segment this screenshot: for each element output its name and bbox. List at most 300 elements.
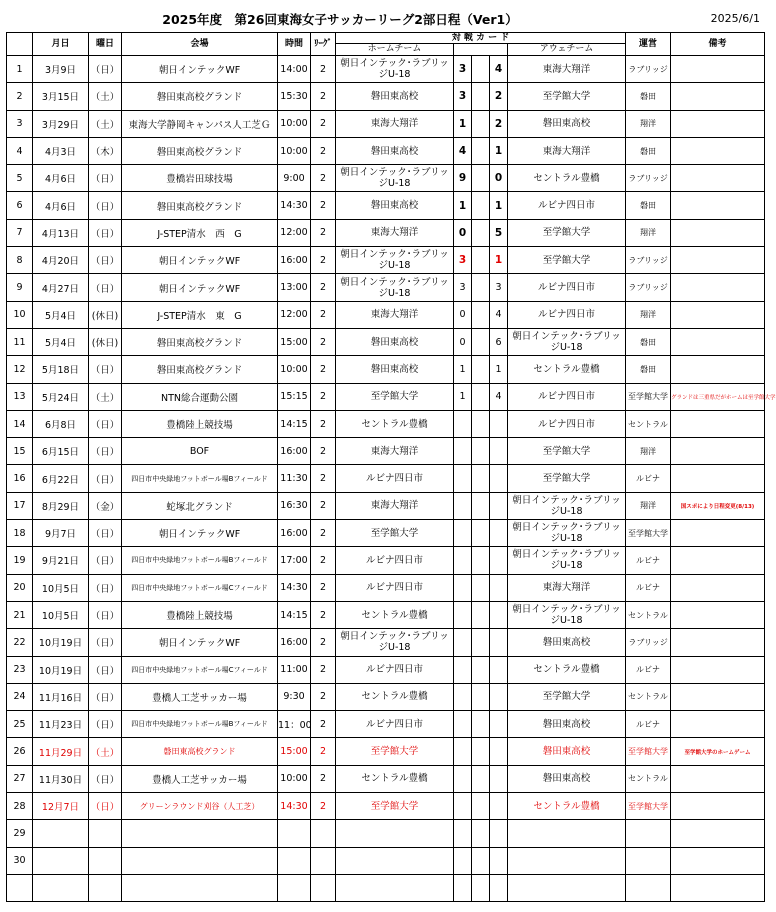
table-row (7, 356, 765, 383)
cell-operation: セントラル (626, 765, 671, 792)
cell-home-team: 東海大翔洋 (336, 438, 454, 465)
cell-home-team: 東海大翔洋 (336, 110, 454, 137)
cell-operation: ラブリッジ (626, 629, 671, 656)
cell-score-sep (472, 765, 490, 792)
cell-away-team: 磐田東高校 (508, 765, 626, 792)
cell-operation (626, 874, 671, 901)
cell-away-score (490, 465, 508, 492)
cell-home-score: 3 (454, 274, 472, 301)
cell-weekday: （日） (89, 765, 122, 792)
cell-league: 2 (311, 83, 336, 110)
cell-away-score (490, 601, 508, 628)
cell-date: 6月15日 (33, 438, 89, 465)
table-row (7, 410, 765, 437)
cell-home-score (454, 820, 472, 847)
cell-away-score: 4 (490, 301, 508, 328)
cell-away-score: 4 (490, 56, 508, 83)
cell-away-team: 磐田東高校 (508, 629, 626, 656)
cell-home-team: セントラル豊橋 (336, 410, 454, 437)
cell-league: 2 (311, 629, 336, 656)
cell-weekday: （金） (89, 492, 122, 519)
cell-score-sep (472, 137, 490, 164)
cell-venue: 四日市中央緑地フットボール場Bフィールド (122, 711, 278, 738)
cell-operation: 磐田 (626, 328, 671, 355)
cell-time: 11:00 (278, 656, 311, 683)
cell-away-team: 至学館大学 (508, 247, 626, 274)
cell-score-sep (472, 274, 490, 301)
cell-time: 16:00 (278, 438, 311, 465)
cell-away-team: 至学館大学 (508, 219, 626, 246)
cell-away-score (490, 874, 508, 901)
cell-league: 2 (311, 765, 336, 792)
cell-away-team: ルビナ四日市 (508, 410, 626, 437)
table-row (7, 847, 765, 874)
cell-away-team: 磐田東高校 (508, 711, 626, 738)
cell-score-sep (472, 547, 490, 574)
cell-venue: 四日市中央緑地フットボール場Cフィールド (122, 656, 278, 683)
cell-weekday: （日） (89, 520, 122, 547)
cell-away-team: ルビナ四日市 (508, 192, 626, 219)
header-venue: 会場 (122, 33, 278, 56)
cell-venue: J-STEP清水 東 G (122, 301, 278, 328)
cell-venue: 朝日インテックWF (122, 274, 278, 301)
table-row (7, 165, 765, 192)
cell-time: 14:30 (278, 192, 311, 219)
cell-date: 11月16日 (33, 683, 89, 710)
cell-home-team: 磐田東高校 (336, 137, 454, 164)
cell-no: 15 (7, 438, 33, 465)
cell-no: 10 (7, 301, 33, 328)
cell-time: 16:30 (278, 492, 311, 519)
cell-away-score (490, 765, 508, 792)
cell-no: 6 (7, 192, 33, 219)
cell-weekday: (休日) (89, 301, 122, 328)
cell-operation: ラブリッジ (626, 274, 671, 301)
cell-score-sep (472, 247, 490, 274)
cell-score-sep (472, 301, 490, 328)
cell-home-team: 朝日インテック･ラブリッジU-18 (336, 247, 454, 274)
cell-operation: 翔洋 (626, 301, 671, 328)
cell-score-sep (472, 793, 490, 820)
cell-date (33, 820, 89, 847)
cell-home-score: 9 (454, 165, 472, 192)
cell-venue: 磐田東高校グランド (122, 83, 278, 110)
cell-home-score (454, 683, 472, 710)
cell-no: 29 (7, 820, 33, 847)
cell-weekday: （日） (89, 683, 122, 710)
cell-no: 17 (7, 492, 33, 519)
cell-away-team: セントラル豊橋 (508, 656, 626, 683)
cell-time: 12:00 (278, 301, 311, 328)
cell-remarks (671, 656, 765, 683)
table-row (7, 492, 765, 519)
cell-date: 4月27日 (33, 274, 89, 301)
cell-remarks (671, 56, 765, 83)
cell-operation: ラブリッジ (626, 165, 671, 192)
cell-weekday: （日） (89, 574, 122, 601)
cell-operation: 至学館大学 (626, 793, 671, 820)
cell-no: 21 (7, 601, 33, 628)
cell-score-sep (472, 465, 490, 492)
cell-weekday: （日） (89, 56, 122, 83)
cell-league: 2 (311, 547, 336, 574)
cell-remarks (671, 874, 765, 901)
cell-score-sep (472, 601, 490, 628)
cell-time: 14:30 (278, 574, 311, 601)
table-row (7, 137, 765, 164)
cell-time (278, 847, 311, 874)
cell-date: 3月9日 (33, 56, 89, 83)
cell-date: 10月19日 (33, 656, 89, 683)
cell-remarks (671, 520, 765, 547)
header-weekday: 曜日 (89, 33, 122, 56)
cell-remarks (671, 547, 765, 574)
cell-no: 8 (7, 247, 33, 274)
cell-away-team: 至学館大学 (508, 683, 626, 710)
cell-venue: 磐田東高校グランド (122, 738, 278, 765)
cell-home-team: ルビナ四日市 (336, 656, 454, 683)
cell-no: 5 (7, 165, 33, 192)
table-row (7, 328, 765, 355)
cell-time: 11:30 (278, 465, 311, 492)
cell-home-score (454, 465, 472, 492)
cell-home-score: 0 (454, 219, 472, 246)
cell-home-team: 至学館大学 (336, 738, 454, 765)
cell-operation: 磐田 (626, 356, 671, 383)
table-row (7, 520, 765, 547)
cell-venue: 朝日インテックWF (122, 247, 278, 274)
cell-league: 2 (311, 656, 336, 683)
cell-home-team: ルビナ四日市 (336, 711, 454, 738)
header-time: 時間 (278, 33, 311, 56)
cell-date: 4月6日 (33, 165, 89, 192)
cell-remarks: 国スポにより日程変更(8/13) (671, 492, 765, 519)
cell-operation: 磐田 (626, 192, 671, 219)
cell-remarks (671, 683, 765, 710)
cell-venue: J-STEP清水 西 G (122, 219, 278, 246)
cell-away-team: ルビナ四日市 (508, 274, 626, 301)
table-row (7, 219, 765, 246)
cell-operation: 翔洋 (626, 438, 671, 465)
cell-remarks (671, 629, 765, 656)
cell-venue (122, 820, 278, 847)
cell-remarks (671, 438, 765, 465)
header-match-card: 対 戦 カ ー ド (336, 33, 626, 44)
cell-no: 24 (7, 683, 33, 710)
cell-home-team: セントラル豊橋 (336, 601, 454, 628)
cell-operation: セントラル (626, 683, 671, 710)
cell-home-team: ルビナ四日市 (336, 465, 454, 492)
cell-home-score: 3 (454, 247, 472, 274)
cell-away-score: 1 (490, 247, 508, 274)
table-row (7, 874, 765, 901)
cell-away-team (508, 847, 626, 874)
cell-away-team: セントラル豊橋 (508, 793, 626, 820)
cell-operation: 翔洋 (626, 110, 671, 137)
cell-date: 5月4日 (33, 301, 89, 328)
cell-league: 2 (311, 247, 336, 274)
cell-date: 11月29日 (33, 738, 89, 765)
cell-date: 10月19日 (33, 629, 89, 656)
cell-weekday (89, 847, 122, 874)
cell-remarks (671, 192, 765, 219)
table-row (7, 820, 765, 847)
cell-league: 2 (311, 165, 336, 192)
cell-home-team: ルビナ四日市 (336, 547, 454, 574)
cell-venue: BOF (122, 438, 278, 465)
cell-weekday: （土） (89, 738, 122, 765)
cell-home-team: 磐田東高校 (336, 356, 454, 383)
cell-away-score (490, 629, 508, 656)
cell-weekday: （日） (89, 793, 122, 820)
cell-operation: 至学館大学 (626, 520, 671, 547)
cell-home-team: ルビナ四日市 (336, 574, 454, 601)
cell-date: 5月24日 (33, 383, 89, 410)
cell-score-sep (472, 383, 490, 410)
cell-operation: 至学館大学 (626, 383, 671, 410)
cell-no: 11 (7, 328, 33, 355)
cell-operation: 磐田 (626, 83, 671, 110)
cell-time: 10:00 (278, 765, 311, 792)
cell-league (311, 874, 336, 901)
cell-home-score: 4 (454, 137, 472, 164)
header-home: ホームチーム (336, 44, 454, 56)
cell-no: 22 (7, 629, 33, 656)
cell-remarks (671, 83, 765, 110)
cell-away-team: 至学館大学 (508, 465, 626, 492)
cell-remarks: 至学館大学のホームゲーム (671, 738, 765, 765)
cell-remarks (671, 847, 765, 874)
header-league: ﾘｰｸﾞ (311, 33, 336, 56)
cell-no: 28 (7, 793, 33, 820)
cell-away-score: 0 (490, 165, 508, 192)
cell-away-team: 磐田東高校 (508, 110, 626, 137)
cell-score-sep (472, 629, 490, 656)
cell-home-score: 1 (454, 383, 472, 410)
cell-away-team: ルビナ四日市 (508, 383, 626, 410)
cell-away-score (490, 520, 508, 547)
cell-away-score: 4 (490, 383, 508, 410)
cell-away-team: 朝日インテック･ラブリッジU-18 (508, 328, 626, 355)
cell-remarks: グランドは三重県だがホームは至学館大学 (671, 383, 765, 410)
cell-away-team: 朝日インテック･ラブリッジU-18 (508, 547, 626, 574)
cell-time: 17:00 (278, 547, 311, 574)
cell-league: 2 (311, 738, 336, 765)
cell-remarks (671, 574, 765, 601)
cell-remarks (671, 356, 765, 383)
header-no (7, 33, 33, 56)
cell-no: 2 (7, 83, 33, 110)
cell-home-score (454, 629, 472, 656)
cell-date: 9月21日 (33, 547, 89, 574)
cell-score-sep (472, 820, 490, 847)
cell-no: 14 (7, 410, 33, 437)
cell-date: 6月22日 (33, 465, 89, 492)
cell-time: 16:00 (278, 629, 311, 656)
cell-home-score (454, 520, 472, 547)
cell-league: 2 (311, 356, 336, 383)
cell-league: 2 (311, 219, 336, 246)
cell-home-team: 至学館大学 (336, 793, 454, 820)
cell-date: 11月23日 (33, 711, 89, 738)
cell-away-team: 東海大翔洋 (508, 574, 626, 601)
cell-home-team: 朝日インテック･ラブリッジU-18 (336, 274, 454, 301)
cell-time: 10:00 (278, 137, 311, 164)
cell-league (311, 820, 336, 847)
cell-home-team (336, 820, 454, 847)
cell-no: 27 (7, 765, 33, 792)
cell-time: 14:30 (278, 793, 311, 820)
cell-weekday: （土） (89, 383, 122, 410)
cell-no: 19 (7, 547, 33, 574)
cell-league: 2 (311, 438, 336, 465)
table-row (7, 793, 765, 820)
cell-away-team: セントラル豊橋 (508, 356, 626, 383)
cell-home-score (454, 793, 472, 820)
cell-no: 12 (7, 356, 33, 383)
cell-no: 18 (7, 520, 33, 547)
cell-home-score: 0 (454, 328, 472, 355)
cell-home-score: 1 (454, 356, 472, 383)
cell-venue: 四日市中央緑地フットボール場Cフィールド (122, 574, 278, 601)
cell-time: 15:00 (278, 738, 311, 765)
cell-remarks (671, 711, 765, 738)
cell-date: 3月15日 (33, 83, 89, 110)
header-score-gap (454, 44, 508, 56)
table-row (7, 629, 765, 656)
cell-league: 2 (311, 410, 336, 437)
cell-remarks (671, 410, 765, 437)
cell-away-team: 至学館大学 (508, 83, 626, 110)
cell-venue: 蛇塚北グランド (122, 492, 278, 519)
cell-time: 10:00 (278, 356, 311, 383)
cell-league: 2 (311, 465, 336, 492)
table-row (7, 83, 765, 110)
cell-away-score (490, 410, 508, 437)
cell-league: 2 (311, 328, 336, 355)
cell-weekday: （日） (89, 601, 122, 628)
cell-home-score (454, 656, 472, 683)
cell-remarks (671, 301, 765, 328)
cell-away-score (490, 683, 508, 710)
cell-home-score (454, 601, 472, 628)
cell-weekday: （日） (89, 438, 122, 465)
cell-away-score (490, 574, 508, 601)
cell-venue: 四日市中央緑地フットボール場Bフィールド (122, 465, 278, 492)
cell-home-score (454, 438, 472, 465)
cell-score-sep (472, 574, 490, 601)
table-row (7, 711, 765, 738)
cell-no: 25 (7, 711, 33, 738)
cell-score-sep (472, 492, 490, 519)
cell-score-sep (472, 192, 490, 219)
cell-home-team: 至学館大学 (336, 383, 454, 410)
cell-league: 2 (311, 274, 336, 301)
cell-date: 5月4日 (33, 328, 89, 355)
header-away: アウェチーム (508, 44, 626, 56)
cell-away-score: 1 (490, 356, 508, 383)
cell-score-sep (472, 219, 490, 246)
cell-home-score (454, 847, 472, 874)
cell-home-score: 3 (454, 56, 472, 83)
table-row (7, 438, 765, 465)
cell-away-team: 朝日インテック･ラブリッジU-18 (508, 520, 626, 547)
cell-score-sep (472, 438, 490, 465)
table-row (7, 765, 765, 792)
cell-away-score: 1 (490, 137, 508, 164)
cell-away-team: 東海大翔洋 (508, 56, 626, 83)
cell-home-team: 至学館大学 (336, 520, 454, 547)
cell-home-team: 磐田東高校 (336, 192, 454, 219)
cell-remarks (671, 820, 765, 847)
cell-home-score (454, 410, 472, 437)
table-row (7, 683, 765, 710)
cell-date: 9月7日 (33, 520, 89, 547)
schedule-table (6, 32, 776, 902)
cell-no: 13 (7, 383, 33, 410)
cell-away-score (490, 547, 508, 574)
cell-time: 9:00 (278, 165, 311, 192)
cell-operation: 翔洋 (626, 219, 671, 246)
cell-venue: 磐田東高校グランド (122, 192, 278, 219)
cell-score-sep (472, 165, 490, 192)
table-row (7, 656, 765, 683)
cell-time: 10:00 (278, 110, 311, 137)
cell-weekday: （日） (89, 656, 122, 683)
cell-away-score: 2 (490, 110, 508, 137)
page-title: 2025年度 第26回東海女子サッカーリーグ2部日程（Ver1） (162, 12, 518, 27)
cell-home-score: 1 (454, 192, 472, 219)
cell-home-score (454, 874, 472, 901)
cell-venue: 磐田東高校グランド (122, 328, 278, 355)
cell-time: 13:00 (278, 274, 311, 301)
cell-away-score: 3 (490, 274, 508, 301)
cell-home-team: 磐田東高校 (336, 328, 454, 355)
cell-no: 9 (7, 274, 33, 301)
cell-weekday: （木） (89, 137, 122, 164)
cell-operation: ルビナ (626, 656, 671, 683)
cell-away-team: 朝日インテック･ラブリッジU-18 (508, 601, 626, 628)
cell-weekday: （土） (89, 110, 122, 137)
cell-score-sep (472, 83, 490, 110)
cell-league: 2 (311, 137, 336, 164)
cell-remarks (671, 165, 765, 192)
cell-home-score (454, 547, 472, 574)
cell-time (278, 820, 311, 847)
cell-time: 15:30 (278, 83, 311, 110)
table-row (7, 738, 765, 765)
cell-venue: 豊橋岩田球技場 (122, 165, 278, 192)
cell-league: 2 (311, 301, 336, 328)
cell-no: 20 (7, 574, 33, 601)
cell-remarks (671, 328, 765, 355)
cell-home-team: 磐田東高校 (336, 83, 454, 110)
cell-remarks (671, 601, 765, 628)
cell-away-score: 2 (490, 83, 508, 110)
cell-venue (122, 874, 278, 901)
cell-league: 2 (311, 711, 336, 738)
cell-home-score (454, 492, 472, 519)
cell-remarks (671, 137, 765, 164)
cell-league: 2 (311, 520, 336, 547)
cell-league: 2 (311, 492, 336, 519)
cell-venue: 磐田東高校グランド (122, 356, 278, 383)
cell-home-team: 朝日インテック･ラブリッジU-18 (336, 629, 454, 656)
table-row (7, 247, 765, 274)
cell-weekday: （日） (89, 274, 122, 301)
cell-time: 14:15 (278, 410, 311, 437)
cell-away-score (490, 711, 508, 738)
